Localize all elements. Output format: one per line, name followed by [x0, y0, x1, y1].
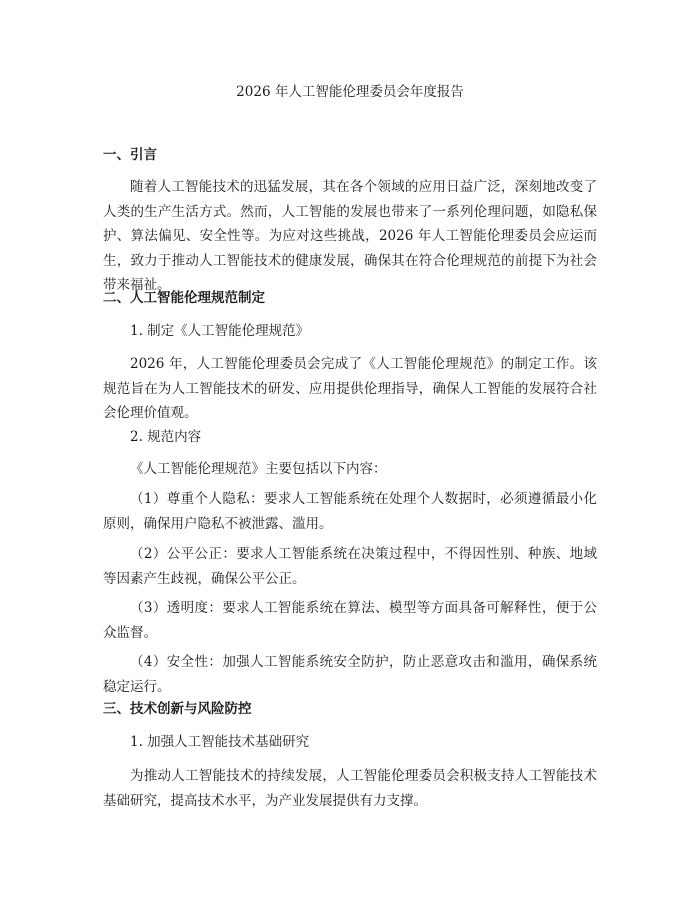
paragraph-norm-safety: （4）安全性：加强人工智能系统安全防护，防止恶意攻击和滥用，确保系统稳定运行。 [103, 654, 597, 695]
document-title: 2026 年人工智能伦理委员会年度报告 [236, 84, 464, 100]
subsection-title-basic-research: 1. 加强人工智能技术基础研究 [130, 734, 310, 750]
paragraph-norm-privacy: （1）尊重个人隐私：要求人工智能系统在处理个人数据时，必须遵循最小化原则，确保用户隐私不被泄露、滥用。 [103, 491, 597, 532]
section-heading-ethics-norms: 二、人工智能伦理规范制定 [103, 290, 265, 306]
subsection-title-norm-contents: 2. 规范内容 [130, 429, 202, 445]
subsection-title-formulate-norms: 1. 制定《人工智能伦理规范》 [130, 323, 310, 339]
paragraph-formulate-norms: 2026 年，人工智能伦理委员会完成了《人工智能伦理规范》的制定工作。该规范旨在为人工智能技术的研发、应用提供伦理指导，确保人工智能的发展符合社会伦理价值观。 [103, 356, 597, 421]
section-heading-introduction: 一、引言 [103, 147, 157, 163]
paragraph-basic-research: 为推动人工智能技术的持续发展，人工智能伦理委员会积极支持人工智能技术基础研究，提高技术水平，为产业发展提供有力支撑。 [103, 768, 597, 809]
paragraph-norm-transparency: （3）透明度：要求人工智能系统在算法、模型等方面具备可解释性，便于公众监督。 [103, 600, 597, 641]
paragraph-norm-fairness: （2）公平公正：要求人工智能系统在决策过程中，不得因性别、种族、地域等因素产生歧视，确保公平公正。 [103, 546, 597, 587]
paragraph-introduction: 随着人工智能技术的迅猛发展，其在各个领域的应用日益广泛，深刻地改变了人类的生产生活方式。然而，人工智能的发展也带来了一系列伦理问题，如隐私保护、算法偏见、安全性等。为应对这些挑战，2026 年人工智能伦理委员会应运而生，致力于推动人工智能技术的健康发展，确保其在符合伦理规范的前提下为社会带来福祉。 [103, 179, 597, 293]
paragraph-norm-contents-intro: 《人工智能伦理规范》主要包括以下内容： [130, 461, 387, 477]
section-heading-innovation-risk: 三、技术创新与风险防控 [103, 701, 252, 717]
